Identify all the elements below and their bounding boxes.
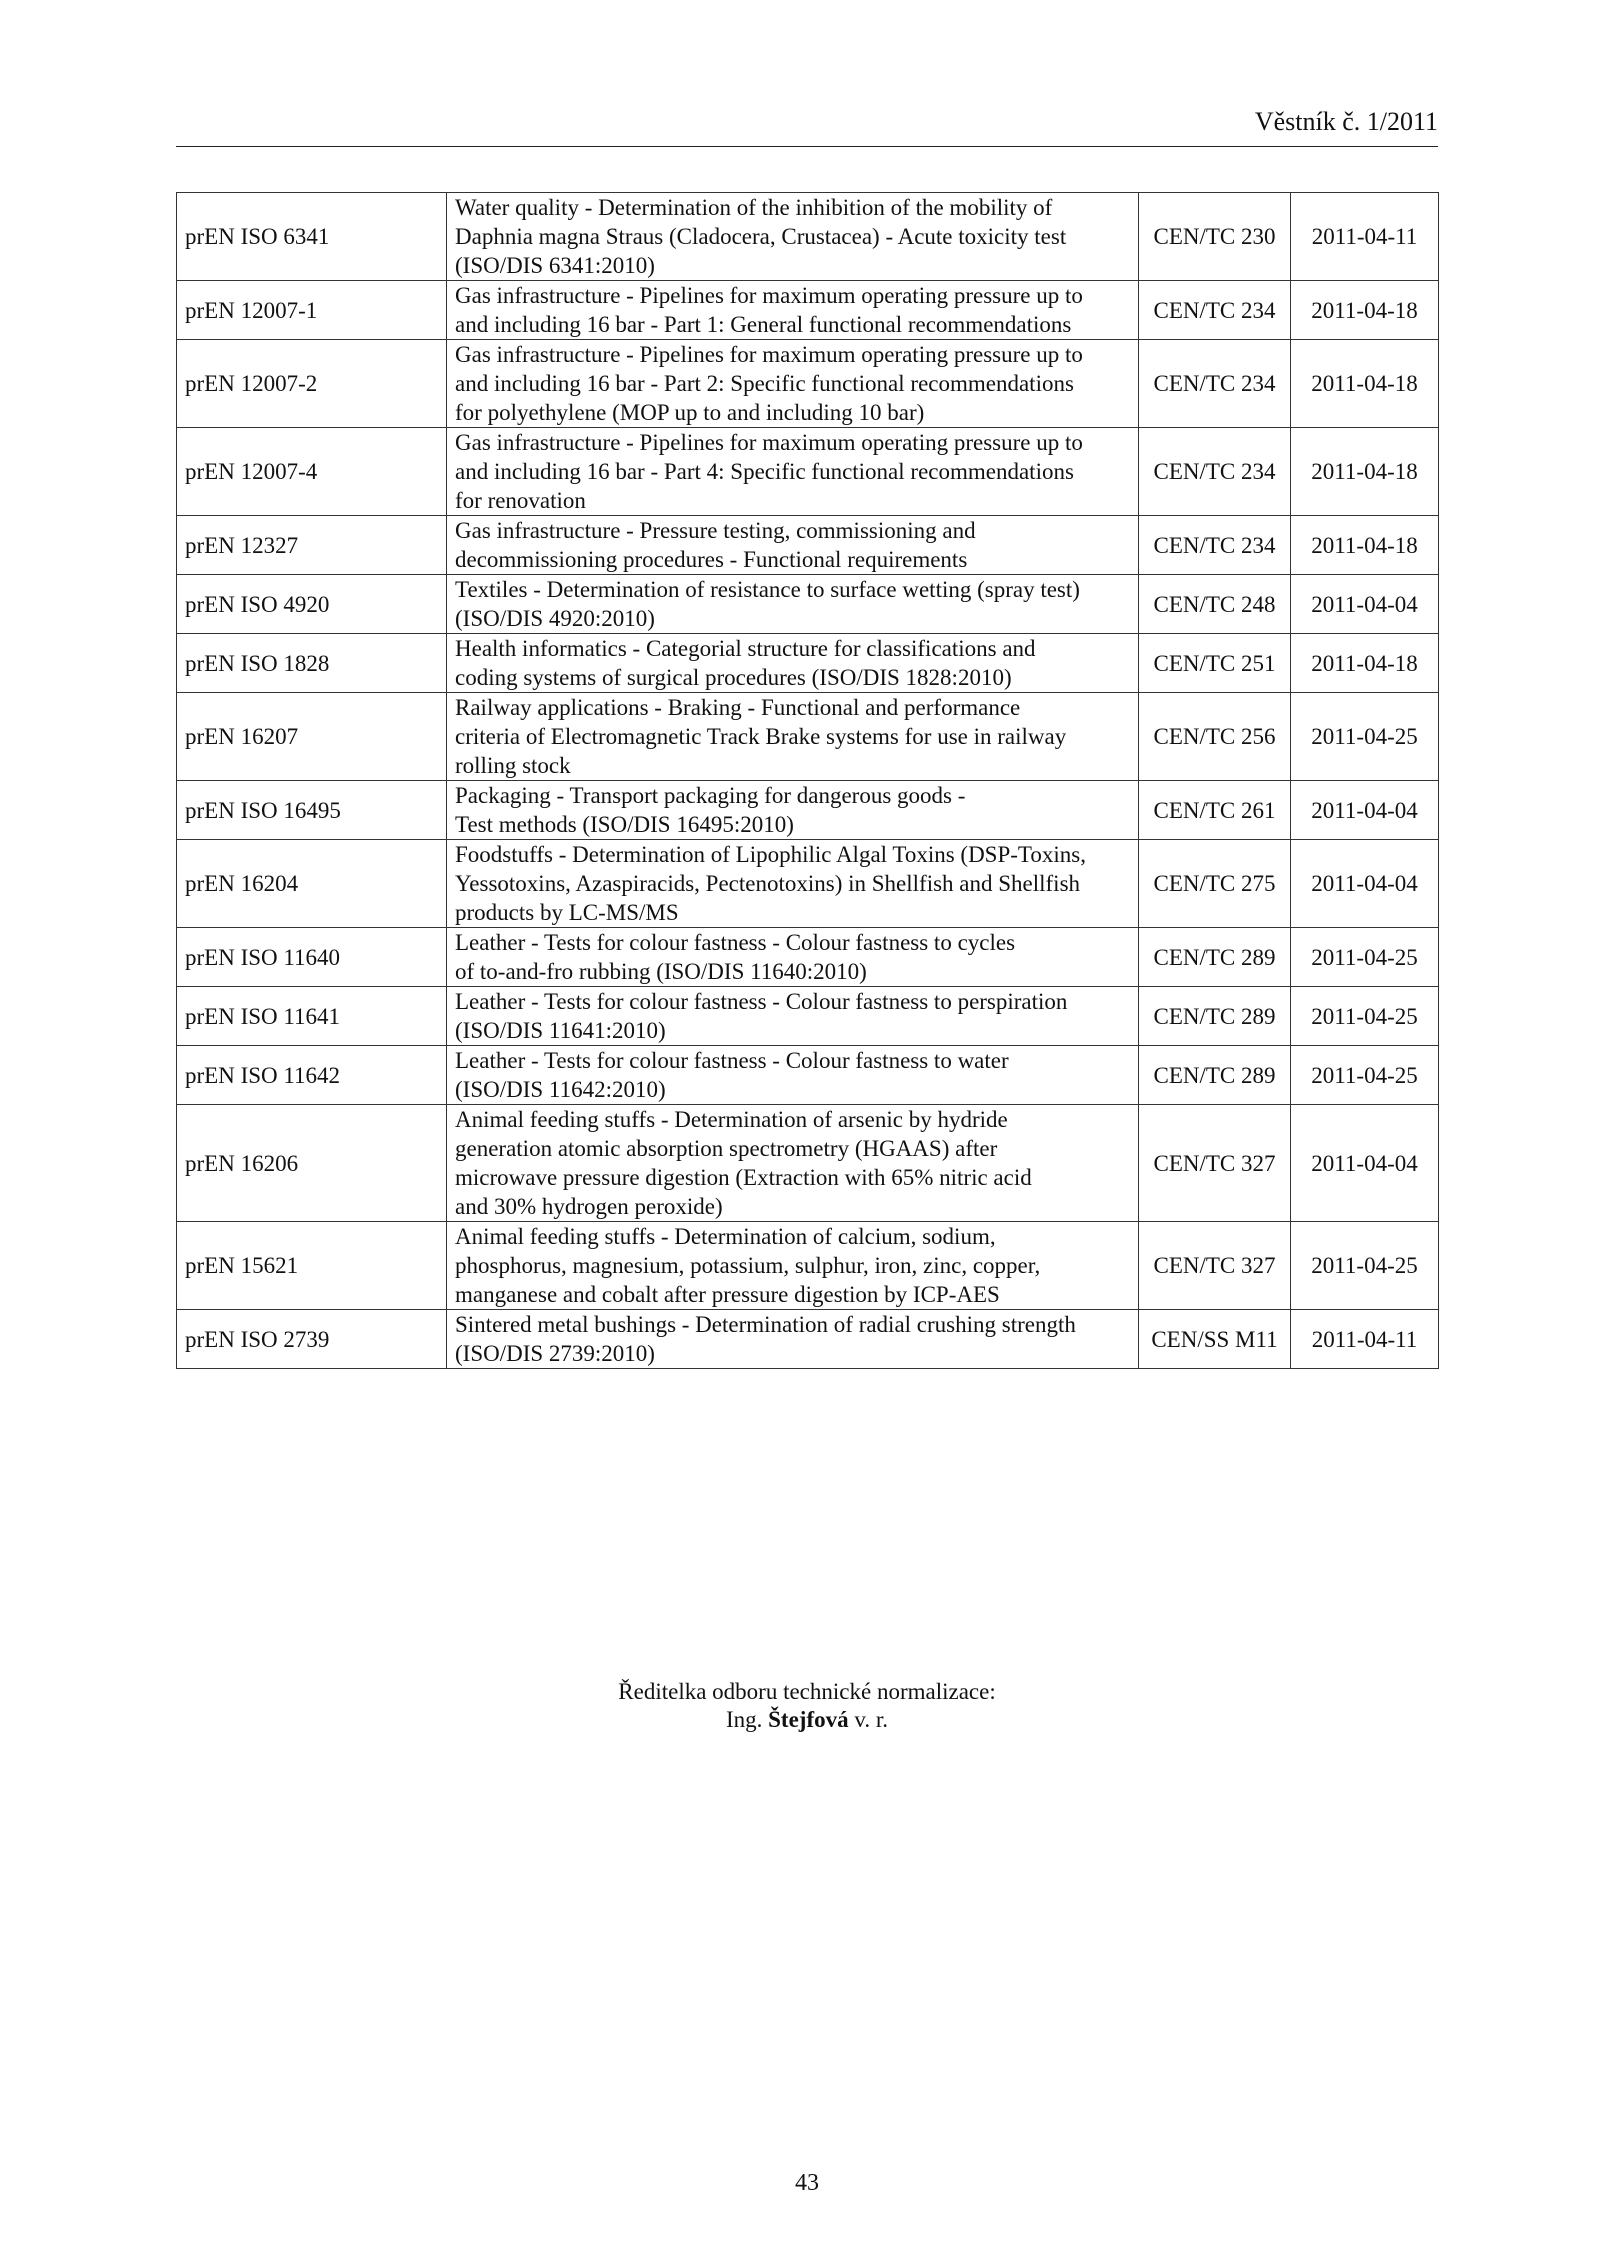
standard-title [447, 281, 1139, 340]
technical-committee: CEN/TC 261 [1139, 781, 1291, 840]
signature-suffix: v. r. [854, 1707, 889, 1732]
standard-title-line: Foodstuffs - Determination of Lipophilic Algal Toxins (DSP-Toxins, [455, 842, 1086, 867]
standard-title [447, 516, 1139, 575]
standard-title [447, 781, 1139, 840]
table-row [177, 1105, 1439, 1222]
deadline-date: 2011-04-11 [1291, 1310, 1439, 1369]
standards-table-body [177, 193, 1439, 1369]
deadline-date: 2011-04-04 [1291, 575, 1439, 634]
standard-title [447, 634, 1139, 693]
deadline-date: 2011-04-25 [1291, 987, 1439, 1046]
table-row [177, 781, 1439, 840]
standard-title-line: coding systems of surgical procedures (ISO/DIS 1828:2010) [455, 665, 1012, 690]
technical-committee: CEN/TC 327 [1139, 1222, 1291, 1310]
deadline-date: 2011-04-04 [1291, 840, 1439, 928]
table-row [177, 840, 1439, 928]
table-row [177, 987, 1439, 1046]
standard-title-line: phosphorus, magnesium, potassium, sulphur, iron, zinc, copper, [455, 1253, 1041, 1278]
standard-title-line: Leather - Tests for colour fastness - Colour fastness to water [455, 1048, 1009, 1073]
technical-committee: CEN/SS M11 [1139, 1310, 1291, 1369]
standard-title-line: for renovation [455, 488, 586, 513]
standard-title-line: manganese and cobalt after pressure digestion by ICP-AES [455, 1282, 1000, 1307]
technical-committee: CEN/TC 234 [1139, 281, 1291, 340]
signature-name: Štejfová [768, 1707, 849, 1732]
signature-prefix: Ing. [725, 1707, 763, 1732]
standard-title [447, 693, 1139, 781]
standard-title-line: Yessotoxins, Azaspiracids, Pectenotoxins) in Shellfish and Shellfish [455, 871, 1081, 896]
technical-committee: CEN/TC 234 [1139, 340, 1291, 428]
standard-code: prEN 16204 [177, 840, 447, 928]
standard-title-line: (ISO/DIS 2739:2010) [455, 1341, 655, 1366]
table-row [177, 193, 1439, 281]
standard-title-line: Daphnia magna Straus (Cladocera, Crustacea) - Acute toxicity test [455, 224, 1067, 249]
standard-title-line: Gas infrastructure - Pipelines for maximum operating pressure up to [455, 430, 1083, 455]
standard-title-line: Test methods (ISO/DIS 16495:2010) [455, 812, 794, 837]
standard-title-line: microwave pressure digestion (Extraction with 65% nitric acid [455, 1165, 1032, 1190]
standard-title [447, 1310, 1139, 1369]
technical-committee: CEN/TC 275 [1139, 840, 1291, 928]
table-row [177, 1222, 1439, 1310]
standard-title-line: Leather - Tests for colour fastness - Colour fastness to perspiration [455, 989, 1068, 1014]
standard-title-line: and including 16 bar - Part 1: General functional recommendations [455, 312, 1072, 337]
technical-committee: CEN/TC 251 [1139, 634, 1291, 693]
technical-committee: CEN/TC 230 [1139, 193, 1291, 281]
signature-name-line [176, 1706, 1438, 1734]
standard-code: prEN ISO 16495 [177, 781, 447, 840]
standard-title-line: Packaging - Transport packaging for dangerous goods - [455, 783, 966, 808]
deadline-date: 2011-04-18 [1291, 428, 1439, 516]
standard-title-line: Health informatics - Categorial structure for classifications and [455, 636, 1036, 661]
deadline-date: 2011-04-18 [1291, 340, 1439, 428]
standard-code: prEN ISO 11640 [177, 928, 447, 987]
standard-title-line: of to-and-fro rubbing (ISO/DIS 11640:2010) [455, 959, 867, 984]
deadline-date: 2011-04-04 [1291, 781, 1439, 840]
deadline-date: 2011-04-25 [1291, 1222, 1439, 1310]
technical-committee: CEN/TC 234 [1139, 428, 1291, 516]
table-row [177, 1310, 1439, 1369]
standard-title-line: Water quality - Determination of the inhibition of the mobility of [455, 195, 1053, 220]
standard-code: prEN ISO 1828 [177, 634, 447, 693]
deadline-date: 2011-04-25 [1291, 1046, 1439, 1105]
standard-code: prEN ISO 11642 [177, 1046, 447, 1105]
standard-title-line: (ISO/DIS 4920:2010) [455, 606, 655, 631]
technical-committee: CEN/TC 256 [1139, 693, 1291, 781]
standard-code: prEN 15621 [177, 1222, 447, 1310]
standard-title-line: rolling stock [455, 753, 571, 778]
standard-code: prEN 12007-1 [177, 281, 447, 340]
standard-title-line: Textiles - Determination of resistance to surface wetting (spray test) [455, 577, 1080, 602]
standard-title [447, 928, 1139, 987]
table-row [177, 340, 1439, 428]
standard-title-line: and including 16 bar - Part 4: Specific functional recommendations [455, 459, 1074, 484]
standard-title-line: decommissioning procedures - Functional requirements [455, 547, 968, 572]
standard-title [447, 193, 1139, 281]
deadline-date: 2011-04-11 [1291, 193, 1439, 281]
journal-issue: Věstník č. 1/2011 [1254, 107, 1438, 136]
standard-code: prEN ISO 4920 [177, 575, 447, 634]
standard-title-line: (ISO/DIS 6341:2010) [455, 253, 655, 278]
standard-code: prEN 16207 [177, 693, 447, 781]
standard-title-line: Railway applications - Braking - Functional and performance [455, 695, 1021, 720]
standard-title [447, 340, 1139, 428]
signature-block [176, 1678, 1438, 1734]
standard-title-line: Sintered metal bushings - Determination of radial crushing strength [455, 1312, 1076, 1337]
standard-code: prEN ISO 6341 [177, 193, 447, 281]
standard-title [447, 575, 1139, 634]
standard-code: prEN 12007-4 [177, 428, 447, 516]
table-row [177, 516, 1439, 575]
standard-title [447, 1222, 1139, 1310]
technical-committee: CEN/TC 248 [1139, 575, 1291, 634]
standard-title-line: Gas infrastructure - Pipelines for maximum operating pressure up to [455, 342, 1083, 367]
standard-code: prEN 16206 [177, 1105, 447, 1222]
deadline-date: 2011-04-18 [1291, 634, 1439, 693]
standard-code: prEN ISO 11641 [177, 987, 447, 1046]
technical-committee: CEN/TC 234 [1139, 516, 1291, 575]
signature-role: Ředitelka odboru technické normalizace: [618, 1679, 996, 1704]
technical-committee: CEN/TC 289 [1139, 987, 1291, 1046]
technical-committee: CEN/TC 327 [1139, 1105, 1291, 1222]
table-row [177, 428, 1439, 516]
standard-title-line: Leather - Tests for colour fastness - Colour fastness to cycles [455, 930, 1016, 955]
table-row [177, 575, 1439, 634]
deadline-date: 2011-04-25 [1291, 693, 1439, 781]
standard-title [447, 1046, 1139, 1105]
table-row [177, 693, 1439, 781]
standard-title-line: Animal feeding stuffs - Determination of arsenic by hydride [455, 1107, 1008, 1132]
standard-title-line: and including 16 bar - Part 2: Specific functional recommendations [455, 371, 1074, 396]
standard-title-line: (ISO/DIS 11642:2010) [455, 1077, 666, 1102]
standard-title-line: (ISO/DIS 11641:2010) [455, 1018, 666, 1043]
table-row [177, 1046, 1439, 1105]
standard-title-line: for polyethylene (MOP up to and including 10 bar) [455, 400, 925, 425]
standard-title-line: generation atomic absorption spectrometry (HGAAS) after [455, 1136, 998, 1161]
technical-committee: CEN/TC 289 [1139, 1046, 1291, 1105]
standard-title [447, 987, 1139, 1046]
standard-title [447, 1105, 1139, 1222]
table-row [177, 634, 1439, 693]
table-row [177, 281, 1439, 340]
standard-title [447, 840, 1139, 928]
standard-code: prEN ISO 2739 [177, 1310, 447, 1369]
standard-title-line: criteria of Electromagnetic Track Brake systems for use in railway [455, 724, 1067, 749]
technical-committee: CEN/TC 289 [1139, 928, 1291, 987]
standard-title-line: Gas infrastructure - Pipelines for maximum operating pressure up to [455, 283, 1083, 308]
standard-title-line: products by LC-MS/MS [455, 900, 679, 925]
deadline-date: 2011-04-18 [1291, 516, 1439, 575]
standard-title-line: and 30% hydrogen peroxide) [455, 1194, 723, 1219]
deadline-date: 2011-04-18 [1291, 281, 1439, 340]
table-row [177, 928, 1439, 987]
page-header [176, 108, 1438, 147]
standard-code: prEN 12327 [177, 516, 447, 575]
deadline-date: 2011-04-25 [1291, 928, 1439, 987]
deadline-date: 2011-04-04 [1291, 1105, 1439, 1222]
standard-code: prEN 12007-2 [177, 340, 447, 428]
standards-table [176, 192, 1439, 1369]
standard-title-line: Gas infrastructure - Pressure testing, commissioning and [455, 518, 976, 543]
standard-title-line: Animal feeding stuffs - Determination of calcium, sodium, [455, 1224, 996, 1249]
standard-title [447, 428, 1139, 516]
page-number: 43 [795, 2170, 819, 2196]
